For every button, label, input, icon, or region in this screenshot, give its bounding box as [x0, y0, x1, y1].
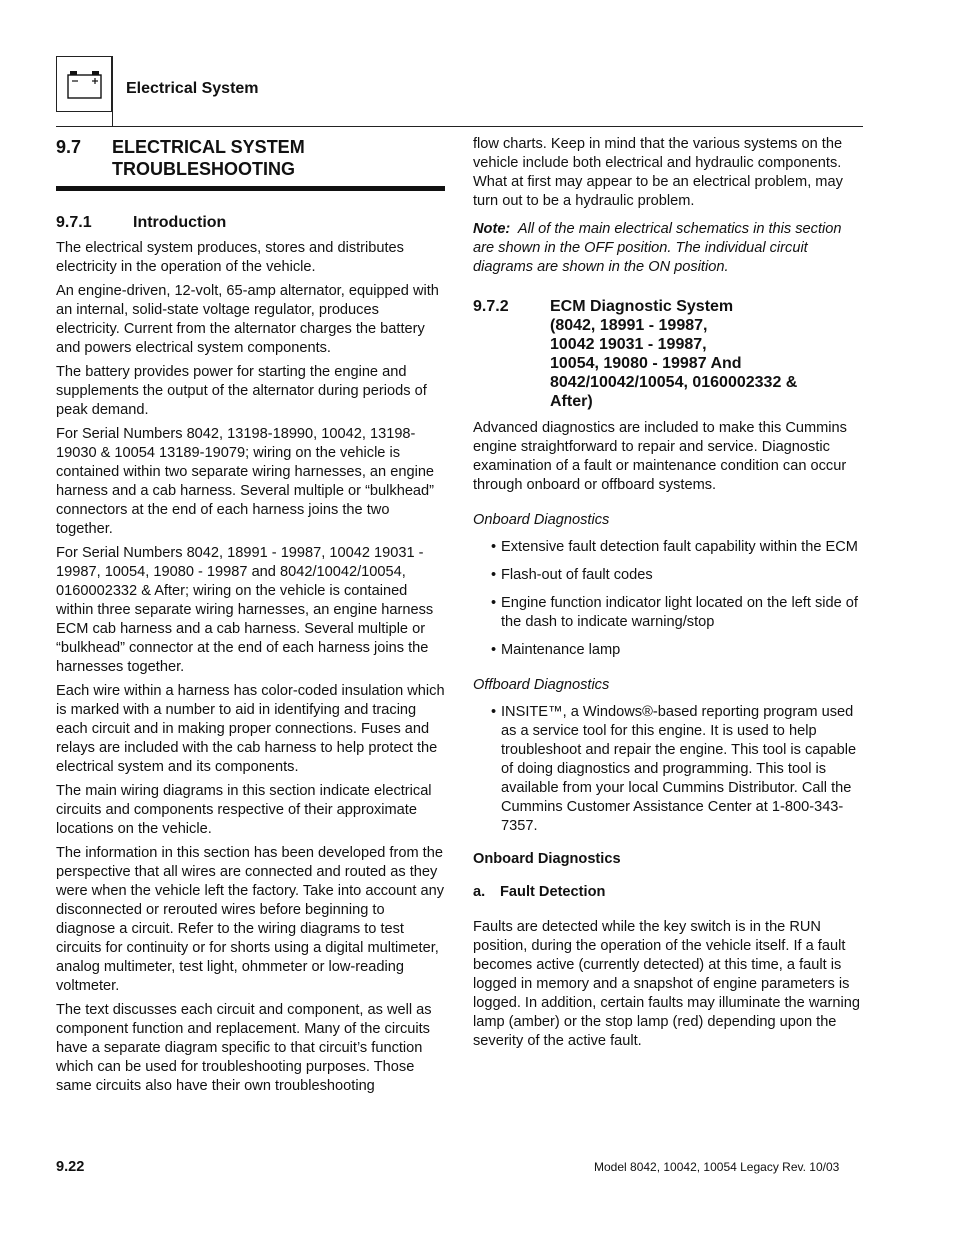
intro-paragraph: The text discusses each circuit and component, as well as component function and replacement. Many of the circuits have a separate diagram specific to that circuit’s function which can be used for troubleshooting purposes. Those same circuits also have their own troubleshooting [56, 1002, 432, 1094]
note-label: Note: [473, 221, 511, 237]
intro-paragraph: For Serial Numbers 8042, 18991 - 19987, 10042 19031 - 19987, 10054, 19080 - 19987 and 8042/10042/10054, 0160002332 & After; wiring on the vehicle is contained within three separate wiring harnesses, an engine harness ECM cab harness and a cab harness. Several multiple or “bulkhead” connector at the end of each harness joins the harnesses together. [56, 545, 434, 675]
fault-detection-heading [473, 883, 863, 902]
bullet-text: Engine function indicator light located on the left side of the dash to indicate warning/stop [501, 595, 858, 630]
page-number: 9.22 [56, 1159, 85, 1175]
bullet-dot-icon: • [491, 539, 497, 555]
intro-paragraph: The battery provides power for starting the engine and supplements the output of the alternator during periods of peak demand. [56, 364, 427, 418]
intro-paragraphs [56, 239, 446, 1096]
footer-model: Model 8042, 10042, 10054 Legacy Rev. 10/03 [594, 1160, 840, 1174]
ecm-title-line: 8042/10042/10054, 0160002332 & [550, 374, 798, 391]
intro-paragraph: The main wiring diagrams in this section indicate electrical circuits and components respective of their approximate locations on the vehicle. [56, 783, 432, 837]
intro-paragraph: For Serial Numbers 8042, 13198-18990, 10042, 13198-19030 & 10054 13189-19079; wiring on the vehicle is contained within two separate wiring harnesses, an engine harness and a cab harness. Several multiple or “bulkhead” connectors at the end of each harness joins the two together. [56, 426, 435, 537]
ecm-title-line: 10054, 19080 - 19987 And [550, 355, 742, 372]
section-heading [56, 136, 446, 180]
intro-heading [56, 213, 446, 232]
battery-icon [57, 57, 111, 111]
section-rule [56, 186, 445, 191]
intro-paragraph: Each wire within a harness has color-coded insulation which is marked with a number to aid in identifying and tracing each circuit and in making proper connections. Fuses and relays are included with the cab harness to help protect the electrical system and its components. [56, 683, 445, 775]
fault-title: Fault Detection [500, 884, 606, 900]
bullet-item [491, 641, 863, 660]
bullet-dot-icon: • [491, 642, 497, 658]
ecm-paragraph: Advanced diagnostics are included to make this Cummins engine straightforward to repair and service. Diagnostic examination of a fault or maintenance condition can occur through onboard or offboard systems. [473, 420, 847, 493]
header-rule [56, 126, 863, 127]
bullet-item [491, 566, 863, 585]
section-title [112, 136, 305, 180]
bullet-text: Extensive fault detection fault capability within the ECM [501, 539, 858, 555]
offboard-list [473, 703, 863, 836]
fault-letter: a. [473, 884, 486, 900]
bullet-dot-icon: • [491, 704, 497, 720]
continued-paragraph: flow charts. Keep in mind that the various systems on the vehicle include both electrical and hydraulic components. What at first may appear to be an electrical problem, may turn out to be a hydraulic problem. [473, 136, 843, 209]
note-paragraph [473, 220, 863, 277]
fault-paragraph: Faults are detected while the key switch is in the RUN position, during the operation of the vehicle itself. If a fault becomes active (currently detected) at this time, a fault is logged in memory and a snapshot of engine parameters is logged. In addition, certain faults may illuminate the warning lamp (amber) or the stop lamp (red) depending upon the severity of the active fault. [473, 919, 860, 1049]
bullet-item [491, 703, 863, 836]
bullet-dot-icon: • [491, 567, 497, 583]
onboard-bold-heading: Onboard Diagnostics [473, 851, 621, 867]
bullet-item [491, 594, 863, 632]
section-title-line1: ELECTRICAL SYSTEM [112, 137, 305, 157]
intro-paragraph: The information in this section has been developed from the perspective that all wires are connected and routed as they were when the vehicle left the factory. Take into account any disconnected or rerouted wires before beginning to diagnose a circuit. Refer to the wiring diagrams to test circuits for continuity or for shorts using a digital multimeter, analog multimeter, test light, ohmmeter or low-reading voltmeter. [56, 845, 445, 994]
ecm-heading [473, 297, 863, 411]
bullet-dot-icon: • [491, 595, 497, 611]
note-text: All of the main electrical schematics in this section are shown in the OFF position. The individual circuit diagrams are shown in the ON position. [473, 221, 842, 275]
header-icon-box [56, 56, 112, 112]
bullet-text: INSITE™, a Windows®-based reporting program used as a service tool for this engine. It is used to help troubleshoot and repair the engine. This tool is capable of doing diagnostics and programming. This tool is available from your local Cummins Distributor. Call the Cummins Customer Assistance Center at 1-800-343-7357. [501, 704, 857, 834]
ecm-title-line: (8042, 18991 - 19987, [550, 317, 708, 334]
ecm-title-line: After) [550, 393, 593, 410]
onboard-heading: Onboard Diagnostics [473, 512, 610, 528]
intro-paragraph: An engine-driven, 12-volt, 65-amp alternator, equipped with an internal, solid-state voltage regulator, produces electricity. Current from the alternator charges the battery and powers electrical system components. [56, 283, 439, 356]
intro-paragraph: The electrical system produces, stores and distributes electricity in the operation of the vehicle. [56, 240, 404, 275]
offboard-heading: Offboard Diagnostics [473, 677, 610, 693]
right-column [473, 135, 863, 1056]
header-title: Electrical System [126, 80, 259, 97]
bullet-item [491, 538, 863, 557]
ecm-title-line: ECM Diagnostic System [550, 298, 734, 315]
header-divider-vertical [112, 56, 113, 126]
ecm-title-line: 10042 19031 - 19987, [550, 336, 707, 353]
intro-number: 9.7.1 [56, 214, 92, 231]
intro-title: Introduction [133, 214, 227, 231]
section-number: 9.7 [56, 137, 82, 157]
left-column [56, 136, 446, 1101]
bullet-text: Flash-out of fault codes [501, 567, 653, 583]
onboard-list [473, 538, 863, 660]
bullet-text: Maintenance lamp [501, 642, 621, 658]
section-title-line2: TROUBLESHOOTING [112, 159, 295, 179]
ecm-title [550, 297, 797, 411]
ecm-number: 9.7.2 [473, 298, 509, 315]
